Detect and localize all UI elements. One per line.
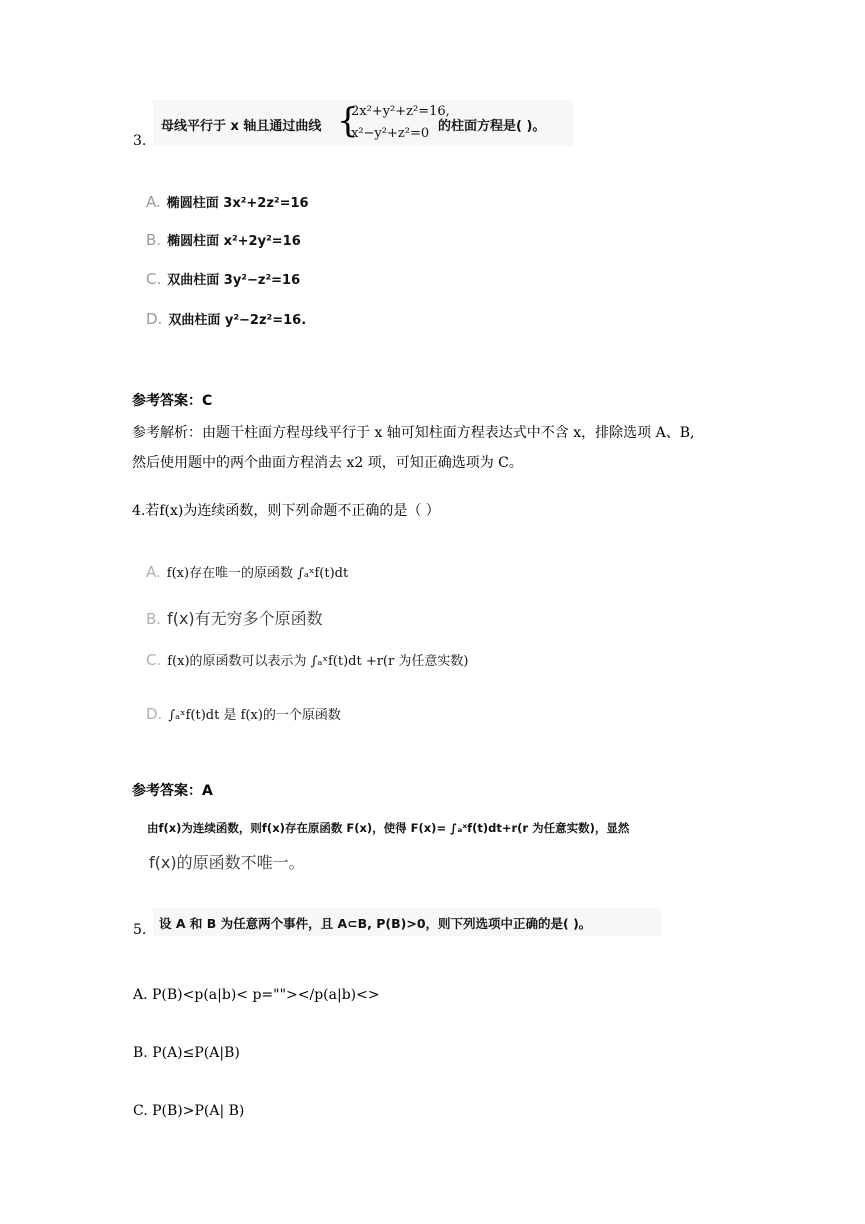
option-letter: C.	[146, 270, 162, 288]
q4-explain-image	[144, 814, 642, 876]
q4-explain-line2: f(x)的原函数不唯一。	[149, 853, 305, 872]
q4-stem: 4.若f(x)为连续函数，则下列命题不正确的是（ ）	[132, 503, 440, 519]
q3-eq1: 2x²+y²+z²=16,	[351, 104, 450, 119]
q4-explain-line1: 由f(x)为连续函数，则f(x)存在原函数 F(x)，使得 F(x)= ∫ₐˣf(t)dt+r(r 为任意实数)，显然	[147, 821, 630, 835]
q4-option-b	[146, 606, 323, 629]
q3-option-b	[146, 230, 301, 249]
option-letter: D.	[146, 705, 163, 723]
q3-eq2: x²−y²+z²=0	[351, 126, 430, 141]
option-letter: A.	[146, 193, 161, 211]
q3-stem-image	[153, 100, 573, 146]
q4-answer: 参考答案：A	[132, 783, 213, 799]
q4-option-c	[146, 650, 468, 669]
q3-option-c	[146, 269, 300, 288]
q5-option-c: C. P(B)>P(A| B)	[133, 1103, 245, 1119]
option-text: f(x)的原函数可以表示为 ∫ₐˣf(t)dt +r(r 为任意实数)	[167, 654, 469, 669]
option-text: ∫ₐˣf(t)dt 是 f(x)的一个原函数	[168, 708, 341, 723]
q3-stem-post: 的柱面方程是( )。	[438, 119, 546, 134]
option-letter: C.	[146, 651, 162, 669]
q3-option-a	[146, 192, 309, 211]
q5-stem-image	[153, 908, 661, 936]
q3-stem-pre: 母线平行于 x 轴且通过曲线	[161, 119, 322, 134]
option-text: 椭圆柱面 3x²+2z²=16	[166, 196, 309, 211]
q5-option-b: B. P(A)≤P(A|B)	[133, 1045, 240, 1061]
q5-stem: 设 A 和 B 为任意两个事件，且 A⊂B, P(B)>0，则下列选项中正确的是( )。	[159, 916, 592, 931]
q3-analysis-line1: 参考解析：由题干柱面方程母线平行于 x 轴可知柱面方程表达式中不含 x，排除选项 A、B,	[132, 425, 695, 441]
option-letter: D.	[146, 310, 163, 328]
option-text: 双曲柱面 3y²−z²=16	[167, 273, 301, 288]
option-text: f(x)有无穷多个原函数	[167, 609, 323, 628]
q4-option-d	[146, 704, 341, 723]
q3-brace: {	[337, 101, 359, 141]
q3-answer: 参考答案：C	[132, 393, 213, 409]
q3-option-d	[146, 309, 306, 328]
option-letter: B.	[146, 610, 162, 628]
option-text: 椭圆柱面 x²+2y²=16	[167, 234, 301, 249]
option-text: 双曲柱面 y²−2z²=16.	[168, 313, 307, 328]
q5-option-a: A. P(B)<p(a|b)< p=""></p(a|b)<>	[133, 987, 380, 1003]
q5-number: 5.	[133, 922, 147, 938]
q3-number: 3.	[133, 133, 147, 149]
option-text: f(x)存在唯一的原函数 ∫ₐˣf(t)dt	[166, 566, 349, 581]
q4-option-a	[146, 562, 348, 581]
q3-analysis-line2: 然后使用题中的两个曲面方程消去 x2 项，可知正确选项为 C。	[132, 455, 523, 471]
option-letter: A.	[146, 563, 161, 581]
option-letter: B.	[146, 231, 162, 249]
